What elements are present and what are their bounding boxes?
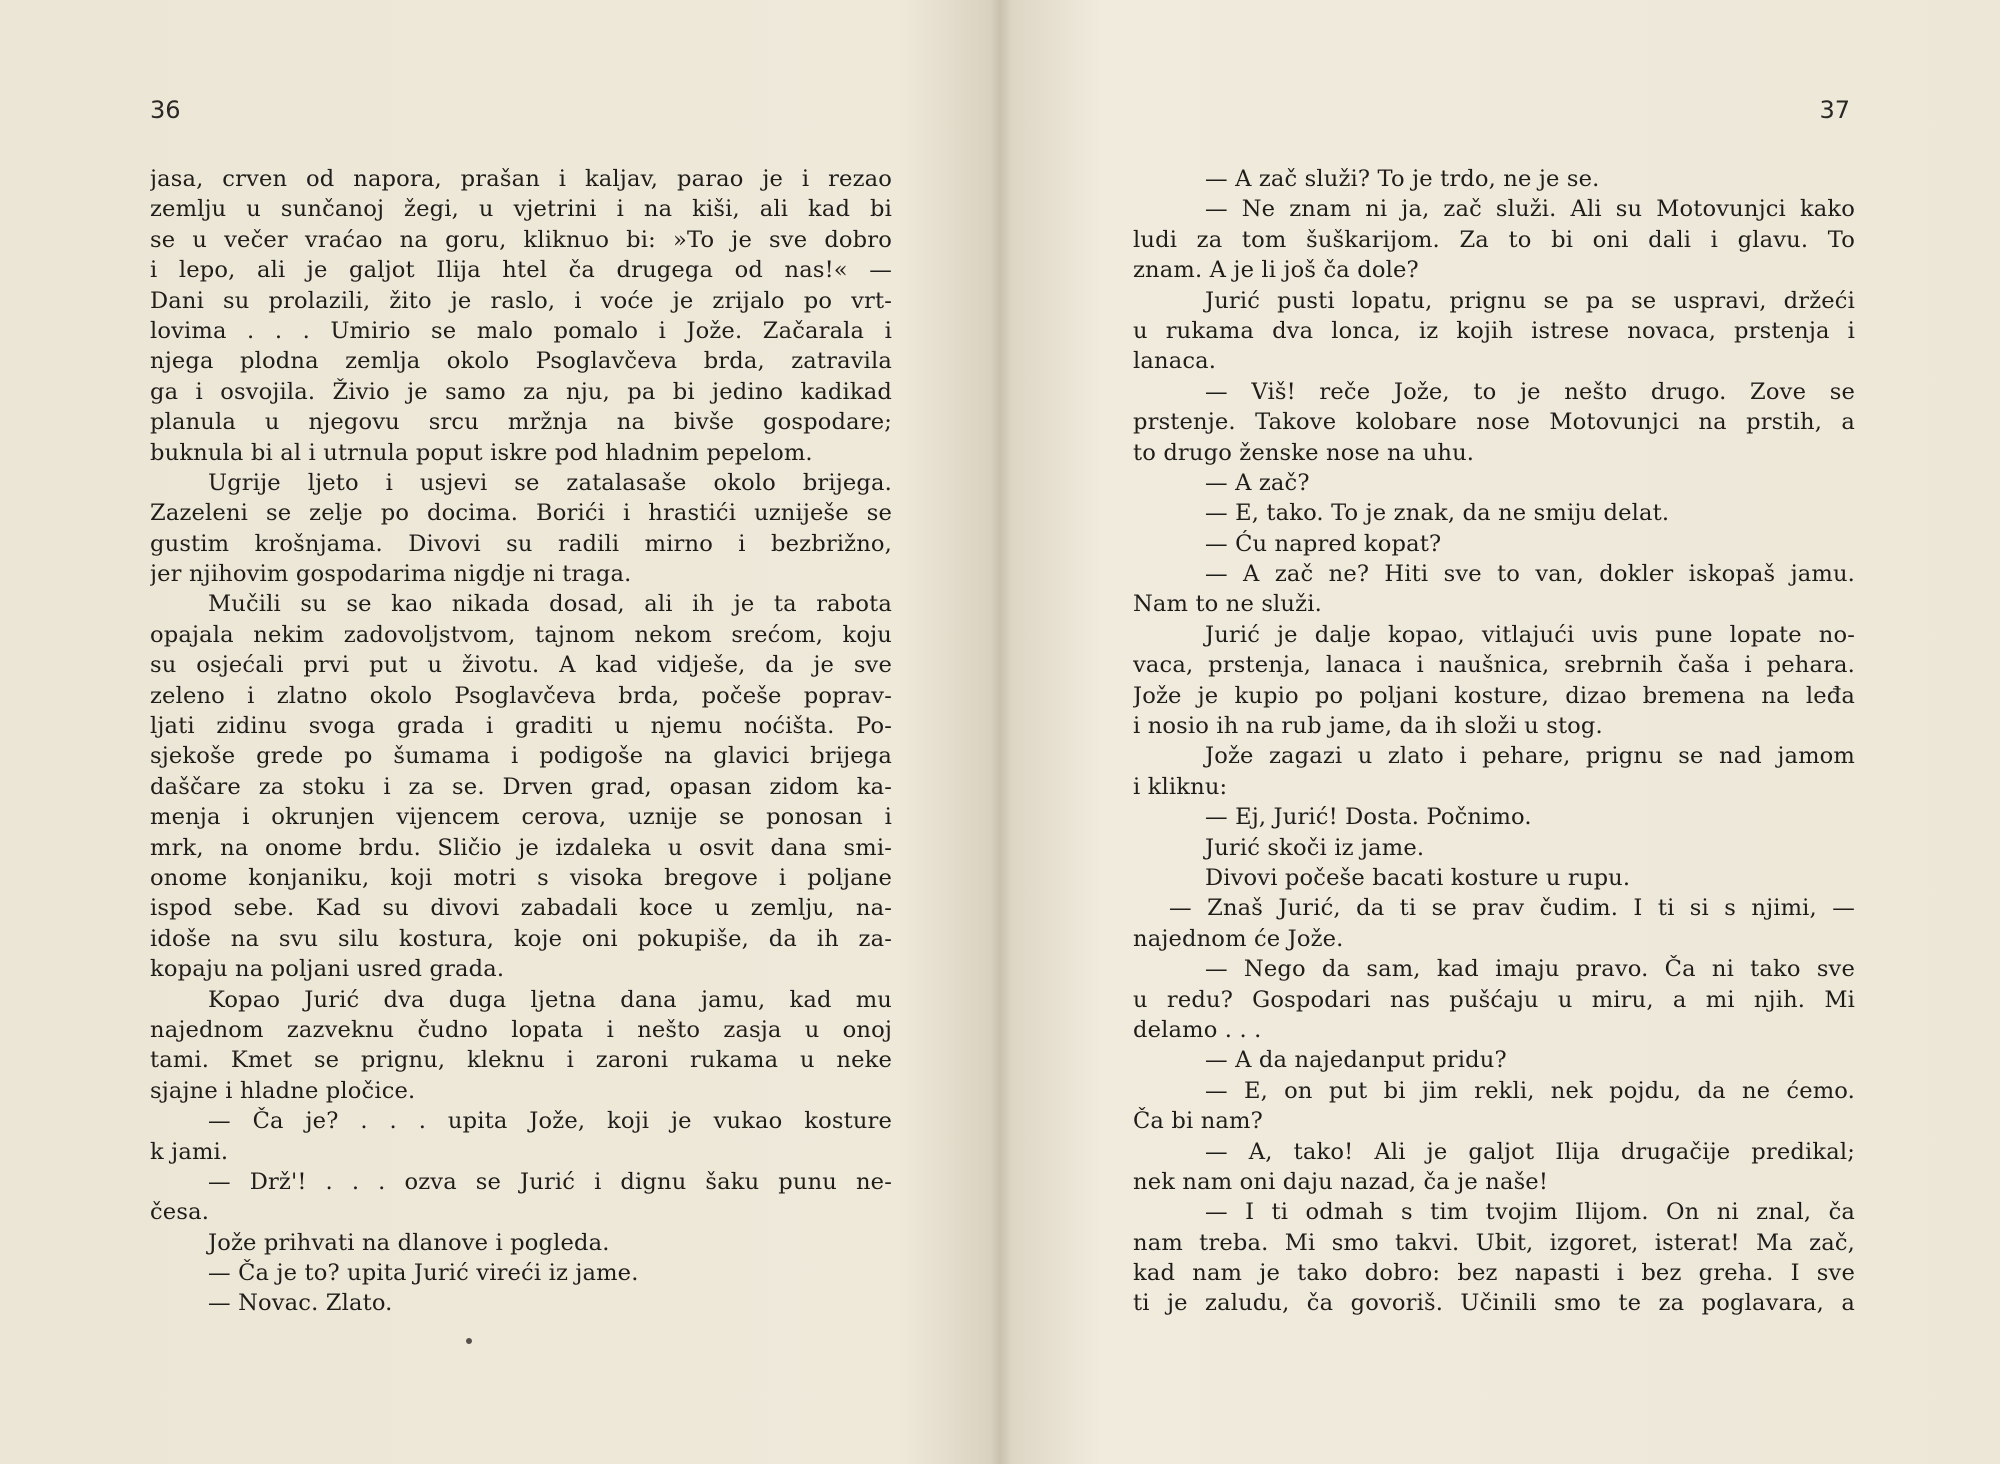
text-line: Jurić skoči iz jame. [1205, 834, 1425, 861]
text-line: — A zač služi? To je trdo, ne je se. [1205, 166, 1600, 192]
text-line: česa. [150, 1199, 210, 1226]
text-line: — Ča je? . . . upita Jože, koji je vukao kosture [208, 1108, 892, 1135]
text-line: lovima . . . Umirio se malo pomalo i Jože. Začarala i [150, 317, 892, 344]
text-line: planula u njegovu srcu mržnja na bivše gospodare; [150, 409, 892, 436]
text-line: sjajne i hladne pločice. [150, 1077, 416, 1104]
text-line: idoše na svu silu kostura, koje oni pokupiše, da ih za- [150, 925, 892, 952]
text-line: Nam to ne služi. [1133, 591, 1322, 618]
text-line: Jože je kupio po poljani kosture, dizao bremena na leđa [1133, 682, 1855, 709]
text-line: daščare za stoku i za se. Drven grad, opasan zidom ka- [150, 773, 892, 800]
text-line: — Viš! reče Jože, to je nešto drugo. Zove se [1205, 378, 1855, 405]
text-line: Kopao Jurić dva duga ljetna dana jamu, kad mu [208, 986, 892, 1013]
text-line: najednom zazveknu čudno lopata i nešto zasja u onoj [150, 1016, 892, 1043]
text-line: su osjećali prvi put u životu. A kad vidješe, da je sve [150, 652, 892, 679]
text-line: ti je zaludu, ča govoriš. Učinili smo te za poglavara, a [1133, 1290, 1855, 1317]
text-line: Dani su prolazili, žito je raslo, i voće je zrijalo po vrt- [150, 287, 892, 314]
text-line: — A, tako! Ali je galjot Ilija drugačije predikal; [1205, 1138, 1855, 1165]
text-line: njega plodna zemlja okolo Psoglavčeva brda, zatravila [150, 348, 892, 375]
text-line: zeleno i zlatno okolo Psoglavčeva brda, počeše poprav- [150, 682, 892, 709]
text-line: mrk, na onome brdu. Sličio je izdaleka u osvit dana smi- [150, 834, 892, 861]
text-line: znam. A je li još ča dole? [1133, 257, 1419, 284]
text-line: prstenje. Takove kolobare nose Motovunjci na prstih, a [1133, 409, 1855, 436]
left-page [0, 0, 995, 1464]
text-line: Jože prihvati na dlanove i pogleda. [208, 1229, 610, 1256]
left-page-text [150, 164, 892, 1319]
text-line: ispod sebe. Kad su divovi zabadali koce u zemlju, na- [150, 895, 892, 922]
text-line: — Ej, Jurić! Dosta. Počnimo. [1205, 804, 1532, 831]
text-line: Jože zagazi u zlato i pehare, prignu se nad jamom [1205, 743, 1855, 770]
text-line: sjekoše grede po šumama i podigoše na glavici brijega [150, 743, 892, 770]
text-line: — Ča je to? upita Jurić vireći iz jame. [208, 1260, 639, 1287]
text-line: i kliknu: [1133, 773, 1228, 800]
text-line: kopaju na poljani usred grada. [150, 956, 505, 983]
text-line: vaca, prstenja, lanaca i naušnica, srebrnih čaša i pehara. [1133, 652, 1855, 679]
text-line: u rukama dva lonca, iz kojih istrese novaca, prstenja i [1133, 317, 1855, 344]
text-line: — A zač? [1205, 469, 1310, 496]
text-line: — I ti odmah s tim tvojim Ilijom. On ni znal, ča [1205, 1199, 1855, 1226]
text-line: Mučili su se kao nikada dosad, ali ih je ta rabota [208, 591, 892, 618]
text-line: kad nam je tako dobro: bez napasti i bez greha. I sve [1133, 1260, 1855, 1287]
text-line: — E, tako. To je znak, da ne smiju delat. [1205, 500, 1670, 527]
text-line: gustim krošnjama. Divovi su radili mirno i bezbrižno, [150, 530, 892, 557]
text-line: nek nam oni daju nazad, ča je naše! [1133, 1168, 1549, 1195]
text-line: i nosio ih na rub jame, da ih složi u stog. [1133, 713, 1603, 740]
text-line: i lepo, ali je galjot Ilija htel ča drugega od nas!« — [150, 257, 892, 284]
text-line: — Nego da sam, kad imaju pravo. Ča ni tako sve [1205, 956, 1855, 983]
right-page-text [1133, 164, 1855, 1319]
text-line: ljati zidinu svoga grada i graditi u njemu noćišta. Po- [150, 713, 892, 740]
right-page [1005, 0, 2000, 1464]
text-line: opajala nekim zadovoljstvom, tajnom nekom srećom, koju [150, 621, 892, 648]
text-line: se u večer vraćao na goru, kliknuo bi: »To je sve dobro [150, 226, 892, 253]
ink-dot [466, 1338, 472, 1344]
text-line: — Ću napred kopat? [1205, 530, 1442, 557]
text-line: najednom će Jože. [1133, 925, 1344, 952]
text-line: jer njihovim gospodarima nigdje ni traga. [150, 561, 632, 588]
text-line: — E, on put bi jim rekli, nek pojdu, da ne ćemo. [1205, 1077, 1855, 1104]
text-line: Ča bi nam? [1133, 1108, 1263, 1135]
text-line: buknula bi al i utrnula poput iskre pod hladnim pepelom. [150, 439, 813, 466]
text-line: Divovi počeše bacati kosture u rupu. [1205, 864, 1631, 891]
text-line: — Znaš Jurić, da ti se prav čudim. I ti si s njimi, — [1169, 895, 1855, 922]
text-line: menja i okrunjen vijencem cerova, uznije se ponosan i [150, 804, 892, 831]
text-line: k jami. [150, 1138, 229, 1165]
page-number-right: 37 [1819, 96, 1850, 124]
text-line: Zazeleni se zelje po docima. Borići i hrastići uzniješe se [150, 500, 892, 527]
text-line: nam treba. Mi smo takvi. Ubit, izgoret, isterat! Ma zač, [1133, 1229, 1855, 1256]
text-line: to drugo ženske nose na uhu. [1133, 439, 1475, 466]
text-line: lanaca. [1133, 348, 1217, 375]
text-line: Jurić pusti lopatu, prignu se pa se uspravi, držeći [1205, 287, 1855, 314]
text-line: ludi za tom šuškarijom. Za to bi oni dali i glavu. To [1133, 226, 1855, 253]
text-line: — Ne znam ni ja, zač služi. Ali su Motovunjci kako [1205, 196, 1855, 223]
text-line: — A zač ne? Hiti sve to van, dokler iskopaš jamu. [1205, 561, 1855, 588]
text-line: jasa, crven od napora, prašan i kaljav, parao je i rezao [150, 166, 892, 192]
text-line: ga i osvojila. Živio je samo za nju, pa bi jedino kadikad [150, 378, 892, 405]
text-line: onome konjaniku, koji motri s visoka bregove i poljane [150, 864, 892, 891]
page-number-left: 36 [150, 96, 181, 124]
text-line: zemlju u sunčanoj žegi, u vjetrini i na kiši, ali kad bi [150, 196, 892, 223]
text-line: — A da najedanput pridu? [1205, 1047, 1507, 1074]
text-line: — Drž'! . . . ozva se Jurić i dignu šaku punu ne- [208, 1168, 892, 1195]
text-line: — Novac. Zlato. [208, 1290, 393, 1317]
text-line: Jurić je dalje kopao, vitlajući uvis pune lopate no- [1205, 621, 1855, 648]
text-line: Ugrije ljeto i usjevi se zatalasaše okolo brijega. [208, 469, 892, 496]
text-line: delamo . . . [1133, 1016, 1262, 1043]
text-line: u redu? Gospodari nas pušćaju u miru, a mi njih. Mi [1133, 986, 1855, 1013]
text-line: tami. Kmet se prignu, kleknu i zaroni rukama u neke [150, 1047, 892, 1074]
